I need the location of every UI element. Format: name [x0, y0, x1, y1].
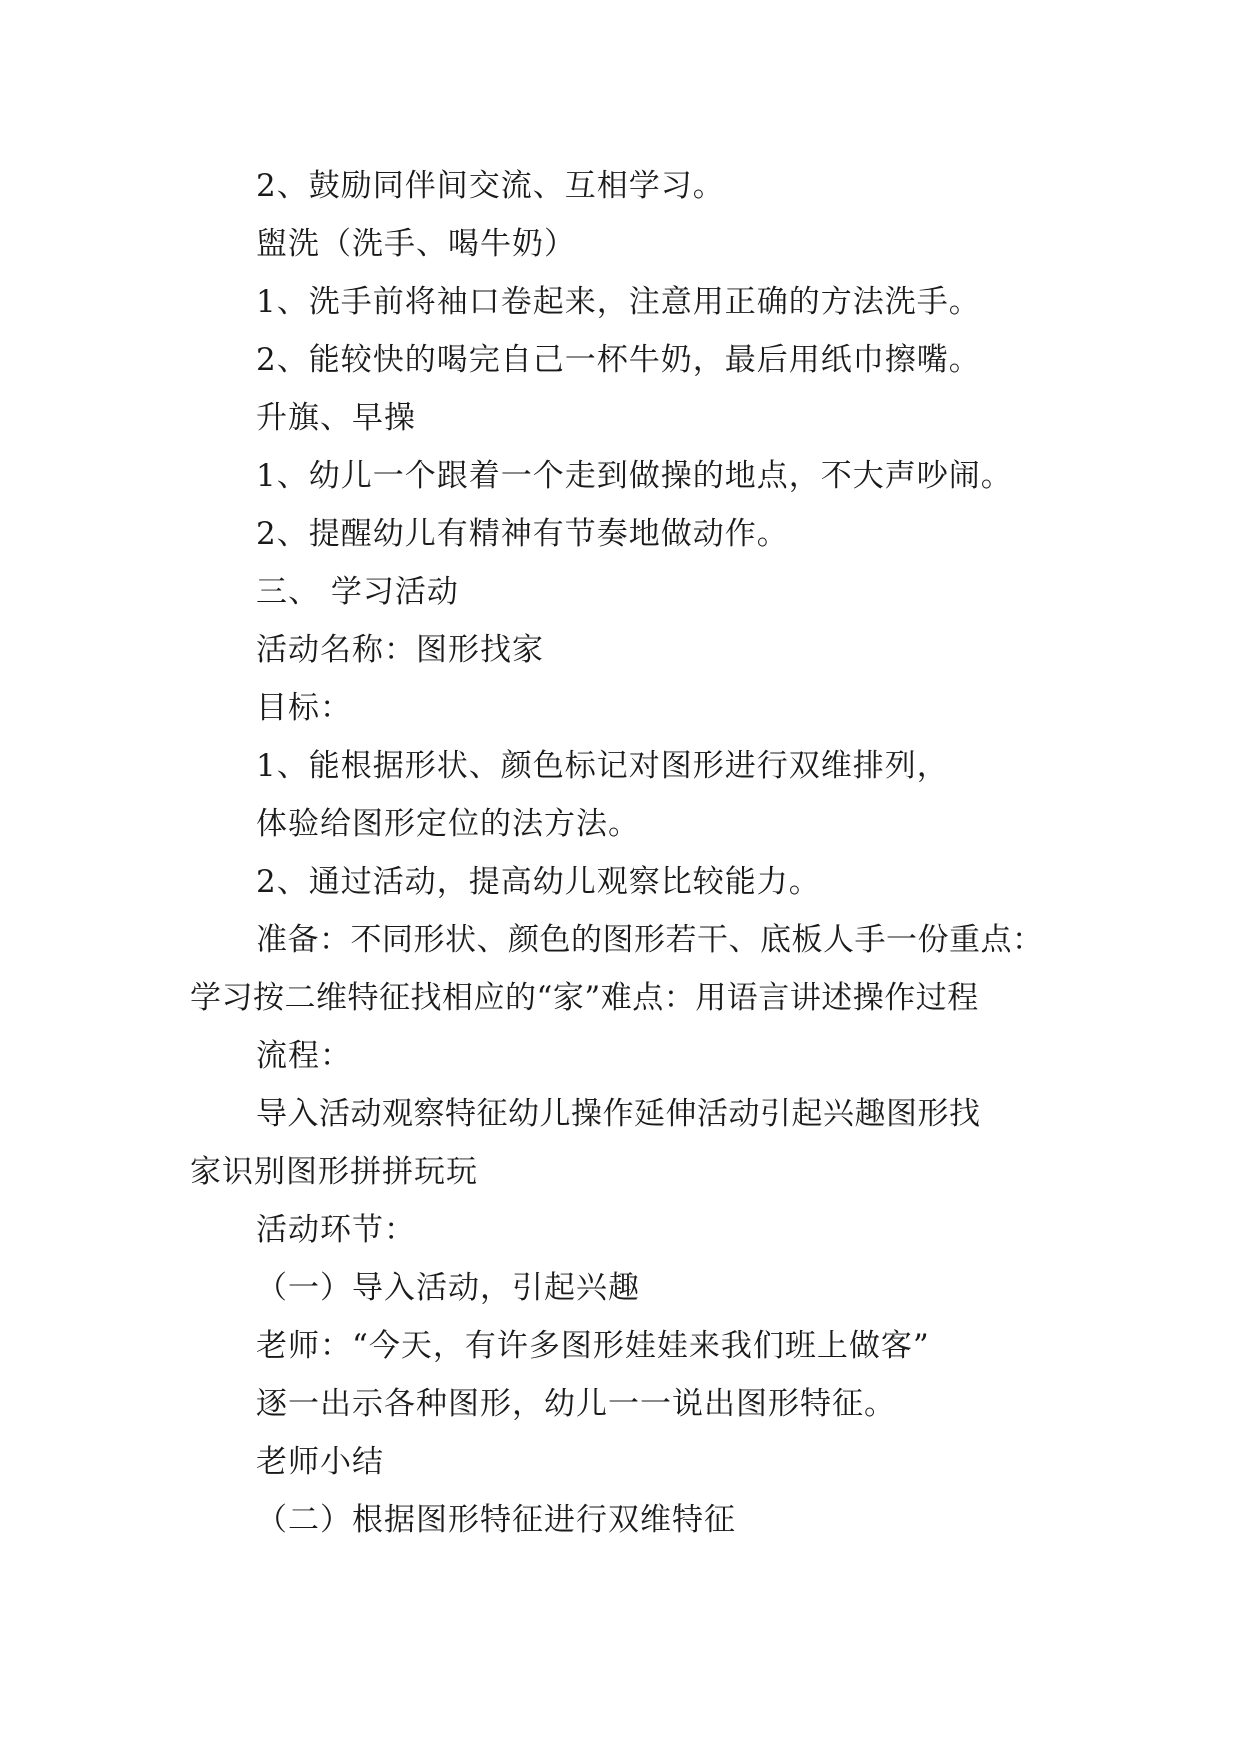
text-line: （一）导入活动，引起兴趣: [256, 1270, 640, 1306]
text-line: 家识别图形拼拼玩玩: [190, 1154, 478, 1190]
text-line: 逐一出示各种图形，幼儿一一说出图形特征。: [256, 1386, 896, 1422]
text-line: 体验给图形定位的法方法。: [256, 806, 640, 842]
text-line: 升旗、早操: [256, 400, 416, 436]
text-line: 2、通过活动，提高幼儿观察比较能力。: [256, 864, 821, 900]
text-line: 2、能较快的喝完自己一杯牛奶，最后用纸巾擦嘴。: [256, 342, 981, 378]
text-line: 1、幼儿一个跟着一个走到做操的地点，不大声吵闹。: [256, 458, 1013, 494]
text-line: 目标：: [256, 690, 352, 726]
text-line: 活动名称：图形找家: [256, 632, 544, 668]
text-line: 盥洗（洗手、喝牛奶）: [256, 226, 576, 262]
text-line: 导入活动观察特征幼儿操作延伸活动引起兴趣图形找: [256, 1096, 981, 1132]
text-line: 三、 学习活动: [256, 574, 459, 610]
text-line: 2、提醒幼儿有精神有节奏地做动作。: [256, 516, 789, 552]
text-line: （二）根据图形特征进行双维特征: [256, 1502, 736, 1538]
text-line: 老师小结: [256, 1444, 384, 1480]
text-line: 1、洗手前将袖口卷起来，注意用正确的方法洗手。: [256, 284, 981, 320]
text-line: 准备：不同形状、颜色的图形若干、底板人手一份重点：: [256, 922, 1044, 958]
text-line: 1、能根据形状、颜色标记对图形进行双维排列，: [256, 748, 949, 784]
text-line: 2、鼓励同伴间交流、互相学习。: [256, 168, 725, 204]
text-line: 活动环节：: [256, 1212, 416, 1248]
text-line: 学习按二维特征找相应的“家”难点：用语言讲述操作过程: [190, 980, 979, 1016]
text-line: 老师：“今天，有许多图形娃娃来我们班上做客”: [256, 1328, 930, 1364]
text-line: 流程：: [256, 1038, 352, 1074]
